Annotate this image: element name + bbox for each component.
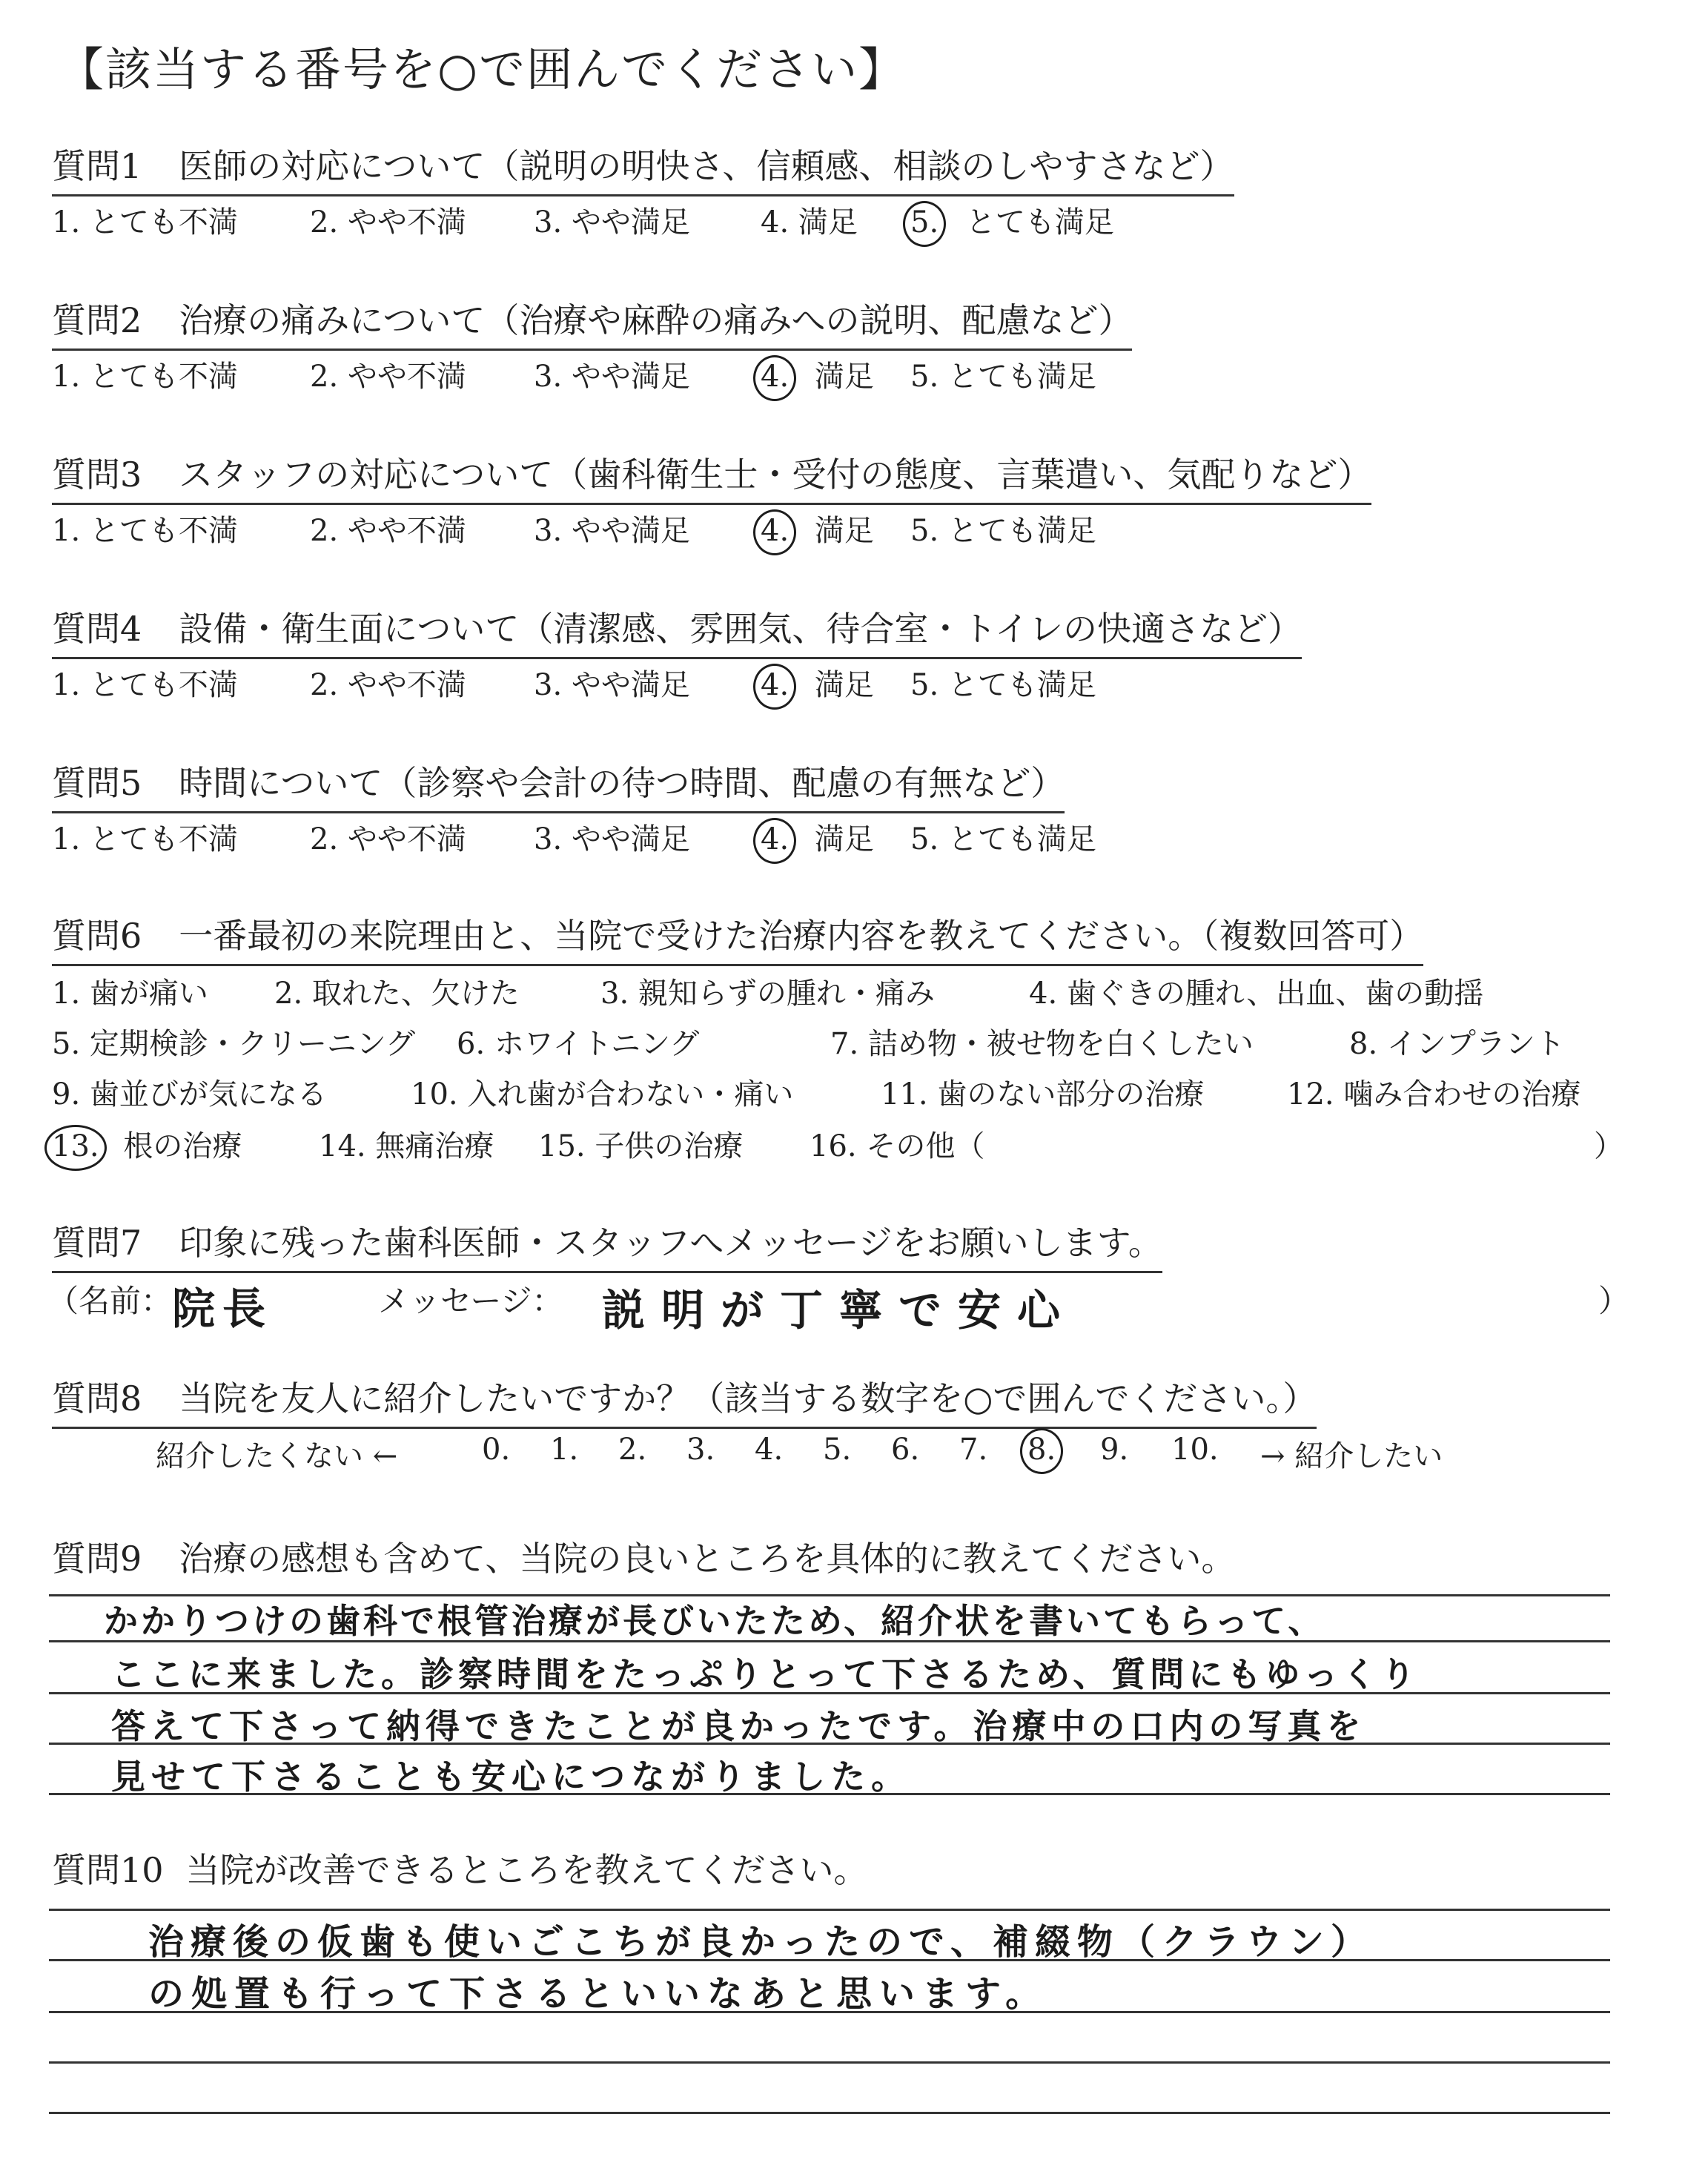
q1-option-5-number: 5.: [910, 205, 939, 240]
question-3-heading: [52, 448, 1371, 505]
q6-option-12[interactable]: 12. 噛み合わせの治療: [1287, 1077, 1581, 1112]
q10-handwritten-line-2: の処置も行って下さるといいなあと思います。: [148, 1973, 1049, 2015]
q3-option-3[interactable]: 3. やや満足: [534, 514, 690, 548]
q9-handwritten-line-1: かかりつけの歯科で根管治療が長びいたため、紹介状を書いてもらって、: [104, 1601, 1325, 1641]
question-8-text: 当院を友人に紹介したいですか？（該当する数字を○で囲んでください。）: [179, 1378, 1317, 1418]
question-7-label: 質問7: [52, 1223, 142, 1263]
q2-option-1[interactable]: 1. とても不満: [52, 360, 238, 394]
q3-option-1[interactable]: 1. とても不満: [52, 514, 238, 548]
q1-option-4[interactable]: 4. 満足: [761, 205, 858, 240]
q6-option-15[interactable]: 15. 子供の治療: [538, 1129, 744, 1163]
q6-option-6[interactable]: 6. ホワイトニング: [457, 1027, 700, 1061]
q6-option-5[interactable]: 5. 定期検診・クリーニング: [52, 1027, 416, 1061]
q4-option-4-selected[interactable]: [761, 661, 874, 704]
q6-option-4[interactable]: 4. 歯ぐきの腫れ、出血、歯の動揺: [1029, 977, 1484, 1011]
q1-option-5-text: とても満足: [965, 205, 1114, 240]
question-10-label: 質問10: [52, 1850, 164, 1890]
q7-close-paren: ）: [1598, 1283, 1630, 1319]
question-1-text: 医師の対応について（説明の明快さ、信頼感、相談のしやすさなど）: [179, 146, 1234, 186]
q5-option-3[interactable]: 3. やや満足: [534, 822, 690, 856]
hand-drawn-circle-icon: [44, 1125, 107, 1171]
question-2-label: 質問2: [52, 300, 142, 340]
q3-option-4-number: 4.: [761, 514, 789, 548]
question-7-text: 印象に残った歯科医師・スタッフへメッセージをお願いします。: [179, 1223, 1162, 1263]
q4-option-4-number: 4.: [761, 668, 789, 702]
question-2-heading: [52, 294, 1132, 351]
q6-option-11[interactable]: 11. 歯のない部分の治療: [881, 1077, 1205, 1112]
q7-message-label: メッセージ：: [378, 1283, 563, 1319]
q4-option-3[interactable]: 3. やや満足: [534, 668, 690, 702]
question-3-label: 質問3: [52, 455, 142, 495]
question-9-heading: [52, 1532, 1235, 1587]
hand-drawn-circle-icon: [753, 509, 796, 555]
q8-scale-9[interactable]: 9.: [1100, 1433, 1129, 1467]
q1-option-5-selected[interactable]: [910, 199, 1114, 241]
q10-answer-rule-4: [49, 2112, 1610, 2114]
question-9-label: 質問9: [52, 1539, 142, 1579]
q1-option-1[interactable]: 1. とても不満: [52, 205, 238, 240]
q3-option-4-selected[interactable]: [761, 507, 874, 549]
q6-option-16[interactable]: 16. その他（: [810, 1129, 985, 1163]
q8-scale-4[interactable]: 4.: [755, 1433, 784, 1467]
q10-answer-rule-0: [49, 1909, 1610, 1911]
q5-option-4-text: 満足: [814, 822, 874, 856]
q5-option-2[interactable]: 2. やや不満: [310, 822, 466, 856]
q9-handwritten-line-2: ここに来ました。診察時間をたっぷりとって下さるため、質問にもゆっくり: [111, 1654, 1420, 1694]
q2-option-4-selected[interactable]: [761, 353, 874, 395]
question-4-text: 設備・衛生面について（清潔感、雰囲気、待合室・トイレの快適さなど）: [179, 609, 1302, 649]
q5-option-1[interactable]: 1. とても不満: [52, 822, 238, 856]
question-5-heading: [52, 756, 1065, 813]
q2-option-5[interactable]: 5. とても満足: [910, 360, 1096, 394]
q6-option-1[interactable]: 1. 歯が痛い: [52, 977, 208, 1011]
q4-option-4-text: 満足: [814, 668, 874, 702]
q1-option-3[interactable]: 3. やや満足: [534, 205, 690, 240]
hand-drawn-circle-icon: [753, 664, 796, 710]
question-4-heading: [52, 602, 1302, 659]
question-9-text: 治療の感想も含めて、当院の良いところを具体的に教えてください。: [179, 1539, 1236, 1579]
q6-other-close-paren: ）: [1594, 1129, 1623, 1163]
q8-scale-5[interactable]: 5.: [823, 1433, 852, 1467]
q3-option-5[interactable]: 5. とても満足: [910, 514, 1096, 548]
question-6-heading: [52, 909, 1423, 966]
q6-option-13-text: 根の治療: [123, 1129, 242, 1163]
q4-option-5[interactable]: 5. とても満足: [910, 668, 1096, 702]
question-2-text: 治療の痛みについて（治療や麻酔の痛みへの説明、配慮など）: [179, 300, 1133, 340]
hand-drawn-circle-icon: [753, 355, 796, 401]
question-8-heading: [52, 1372, 1317, 1429]
q6-option-13-number: 13.: [52, 1129, 99, 1163]
q6-option-3[interactable]: 3. 親知らずの腫れ・痛み: [600, 977, 935, 1011]
q5-option-4-selected[interactable]: [761, 816, 874, 858]
q6-option-7[interactable]: 7. 詰め物・被せ物を白くしたい: [830, 1027, 1254, 1061]
question-5-text: 時間について（診察や会計の待つ時間、配慮の有無など）: [179, 763, 1065, 803]
q7-message-handwritten: 説明が丁寧で安心: [602, 1285, 1077, 1335]
q8-scale-8-number: 8.: [1027, 1433, 1056, 1467]
q6-option-10[interactable]: 10. 入れ歯が合わない・痛い: [411, 1077, 794, 1112]
page-title: 【該当する番号を○で囲んでください】: [58, 42, 907, 96]
question-10-heading: [52, 1843, 868, 1898]
q6-option-2[interactable]: 2. 取れた、欠けた: [274, 977, 520, 1011]
q9-handwritten-line-4: 見せて下さることも安心につながりました。: [111, 1757, 912, 1797]
q8-scale-1[interactable]: 1.: [550, 1433, 579, 1467]
q2-option-4-number: 4.: [761, 360, 789, 394]
question-10-text: 当院が改善できるところを教えてください。: [185, 1850, 868, 1890]
q2-option-2[interactable]: 2. やや不満: [310, 360, 466, 394]
q6-option-14[interactable]: 14. 無痛治療: [319, 1129, 494, 1163]
q8-scale-10[interactable]: 10.: [1171, 1433, 1219, 1467]
q10-handwritten-line-1: 治療後の仮歯も使いごこちが良かったので、補綴物（クラウン）: [148, 1921, 1374, 1963]
q2-option-3[interactable]: 3. やや満足: [534, 360, 690, 394]
q3-option-2[interactable]: 2. やや不満: [310, 514, 466, 548]
question-4-label: 質問4: [52, 609, 142, 649]
question-7-heading: [52, 1216, 1162, 1273]
hand-drawn-circle-icon: [1020, 1428, 1063, 1474]
question-3-text: スタッフの対応について（歯科衛生士・受付の態度、言葉遣い、気配りなど）: [179, 455, 1372, 495]
question-6-text: 一番最初の来院理由と、当院で受けた治療内容を教えてください。（複数回答可）: [179, 916, 1424, 956]
question-6-label: 質問6: [52, 916, 142, 956]
q10-answer-rule-3: [49, 2061, 1610, 2064]
q6-option-9[interactable]: 9. 歯並びが気になる: [52, 1077, 327, 1112]
q1-option-2[interactable]: 2. やや不満: [310, 205, 466, 240]
q6-option-13-selected[interactable]: [52, 1123, 242, 1165]
q8-scale-6[interactable]: 6.: [891, 1433, 920, 1467]
hand-drawn-circle-icon: [753, 818, 796, 864]
question-1-label: 質問1: [52, 146, 142, 186]
question-1-heading: [52, 139, 1234, 196]
q2-option-4-text: 満足: [814, 360, 874, 394]
q8-scale-8-selected[interactable]: [1027, 1433, 1056, 1467]
q8-scale-0[interactable]: 0.: [482, 1433, 511, 1467]
q8-right-label: → 紹介したい: [1260, 1439, 1443, 1473]
q5-option-5[interactable]: 5. とても満足: [910, 822, 1096, 856]
q9-handwritten-line-3: 答えて下さって納得できたことが良かったです。治療中の口内の写真を: [111, 1706, 1366, 1746]
question-8-label: 質問8: [52, 1378, 142, 1418]
q6-option-8[interactable]: 8. インプラント: [1349, 1027, 1565, 1061]
question-5-label: 質問5: [52, 763, 142, 803]
q8-scale-2[interactable]: 2.: [618, 1433, 647, 1467]
q5-option-4-number: 4.: [761, 822, 789, 856]
q8-scale-3[interactable]: 3.: [686, 1433, 715, 1467]
q3-option-4-text: 満足: [814, 514, 874, 548]
hand-drawn-circle-icon: [903, 201, 946, 247]
q7-name-label: （名前：: [47, 1283, 173, 1319]
q8-scale-7[interactable]: 7.: [959, 1433, 988, 1467]
q4-option-1[interactable]: 1. とても不満: [52, 668, 238, 702]
q8-left-label: 紹介したくない ←: [156, 1439, 398, 1473]
q7-name-handwritten: 院長: [172, 1284, 274, 1334]
q4-option-2[interactable]: 2. やや不満: [310, 668, 466, 702]
